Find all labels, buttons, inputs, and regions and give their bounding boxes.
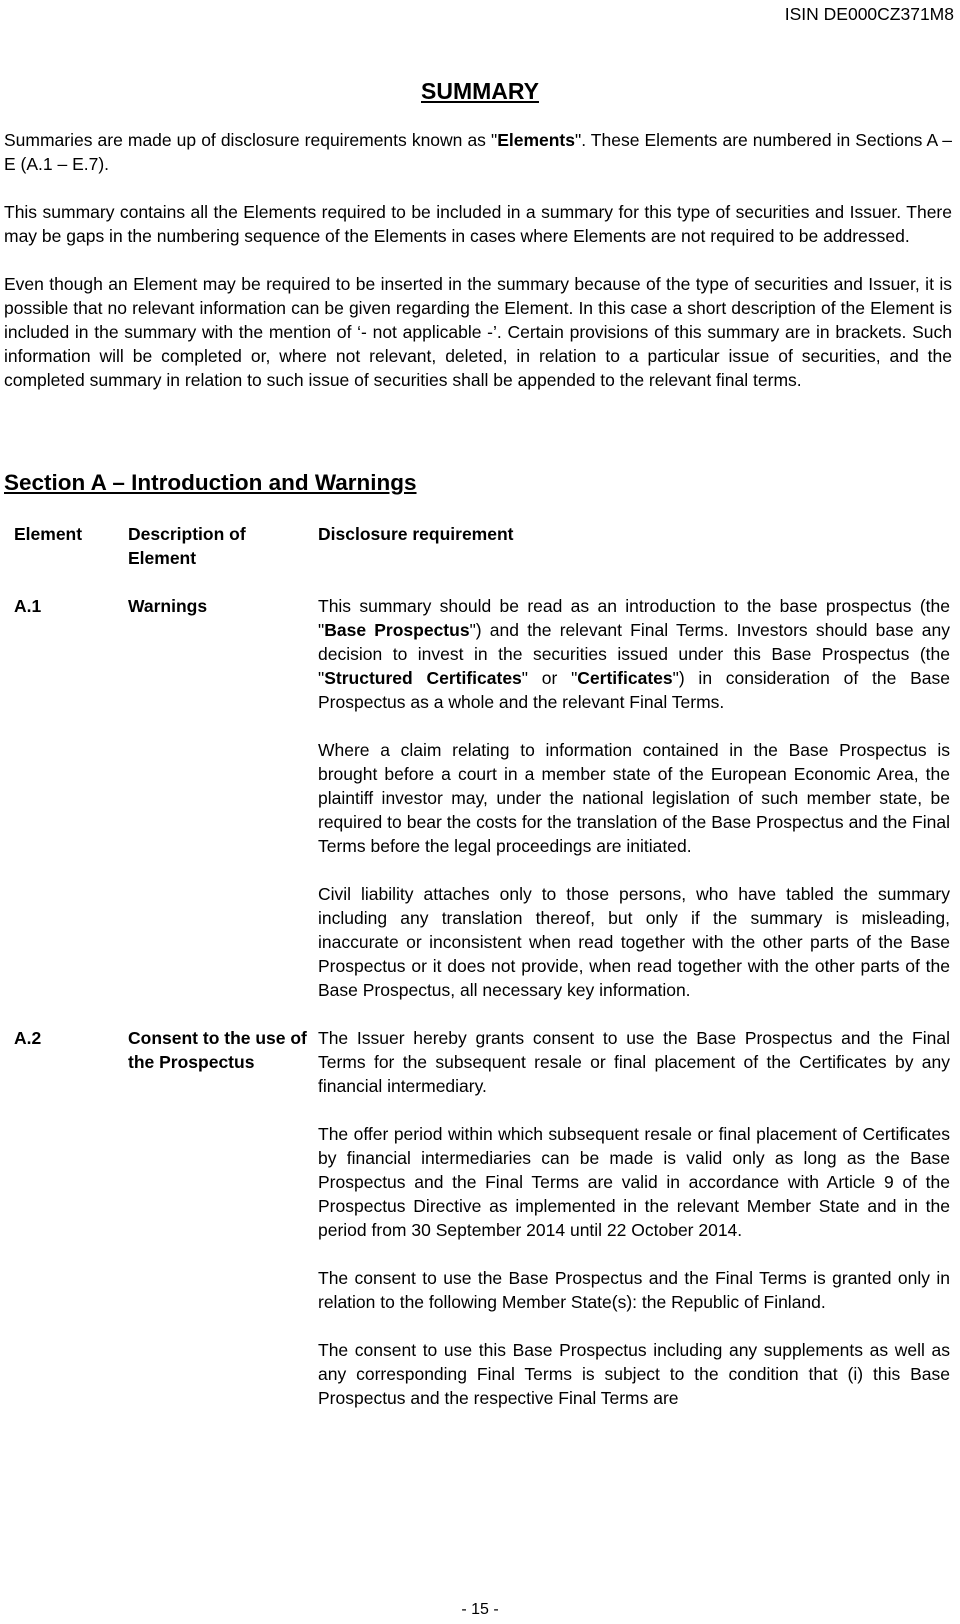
table-header-row	[14, 522, 954, 570]
intro-paragraph-1: Summaries are made up of disclosure requirements known as "Elements". These Elements are numbered in Sections A – E (A.1 – E.7).	[4, 130, 952, 174]
requirement-paragraph: The consent to use this Base Prospectus including any supplements as well as any corresponding Final Terms is subject to the condition that (i) this Base Prospectus and the respective Final Terms are	[318, 1340, 950, 1408]
intro-section	[4, 128, 952, 416]
section-a-heading: Section A – Introduction and Warnings	[4, 470, 417, 495]
page-title: SUMMARY	[421, 78, 539, 104]
element-requirement	[318, 594, 950, 1026]
isin-header: ISIN DE000CZ371M8	[784, 4, 954, 24]
requirement-paragraph: The Issuer hereby grants consent to use the Base Prospectus and the Final Terms for the subsequent resale or final placement of the Certificates by any financial intermediary.	[318, 1028, 950, 1096]
intro-paragraph-3: Even though an Element may be required to be inserted in the summary because of the type of securities and Issuer, it is possible that no relevant information can be given regarding the Element. In this case a short description of the Element is included in the summary with the mention of ‘- not applicable -’. Certain provisions of this summary are in brackets. Such information will be completed or, where not relevant, deleted, in relation to a particular issue of securities, and the completed summary in relation to such issue of securities shall be appended to the relevant final terms.	[4, 274, 952, 390]
section-a-table	[14, 522, 954, 1434]
element-requirement	[318, 1026, 950, 1434]
requirement-paragraph: Civil liability attaches only to those persons, who have tabled the summary including any translation thereof, but only if the summary is misleading, inaccurate or inconsistent when read together with the other parts of the Base Prospectus or it does not provide, when read together with the other parts of the Base Prospectus, all necessary key information.	[318, 884, 950, 1000]
table-row-a1	[14, 594, 954, 1026]
element-description: Warnings	[128, 596, 208, 616]
requirement-paragraph: The offer period within which subsequent resale or final placement of Certificates by financial intermediaries can be made is valid only as long as the Base Prospectus and the Final Terms are valid in accordance with Article 9 of the Prospectus Directive as implemented in the relevant Member State and in the period from 30 September 2014 until 22 October 2014.	[318, 1124, 950, 1240]
column-header-element: Element	[14, 524, 83, 544]
element-description: Consent to the use of the Prospectus	[128, 1028, 307, 1072]
page-number: - 15 -	[461, 1601, 499, 1618]
column-header-description: Description of Element	[128, 524, 246, 568]
element-id: A.1	[14, 596, 42, 616]
column-header-requirement: Disclosure requirement	[318, 524, 514, 544]
element-id: A.2	[14, 1028, 42, 1048]
table-row-a2	[14, 1026, 954, 1434]
requirement-paragraph: Where a claim relating to information contained in the Base Prospectus is brought before a court in a member state of the European Economic Area, the plaintiff investor may, under the national legislation of such member state, be required to bear the costs for the translation of the Base Prospectus and the Final Terms before the legal proceedings are initiated.	[318, 740, 950, 856]
intro-paragraph-2: This summary contains all the Elements required to be included in a summary for this type of securities and Issuer. There may be gaps in the numbering sequence of the Elements in cases where Elements are not required to be addressed.	[4, 202, 952, 246]
requirement-paragraph: This summary should be read as an introduction to the base prospectus (the "Base Prospectus") and the relevant Final Terms. Investors should base any decision to invest in the securities issued under this Base Prospectus (the "Structured Certificates" or "Certificates") in consideration of the Base Prospectus as a whole and the relevant Final Terms.	[318, 596, 950, 712]
requirement-paragraph: The consent to use the Base Prospectus and the Final Terms is granted only in relation to the following Member State(s): the Republic of Finland.	[318, 1268, 950, 1312]
